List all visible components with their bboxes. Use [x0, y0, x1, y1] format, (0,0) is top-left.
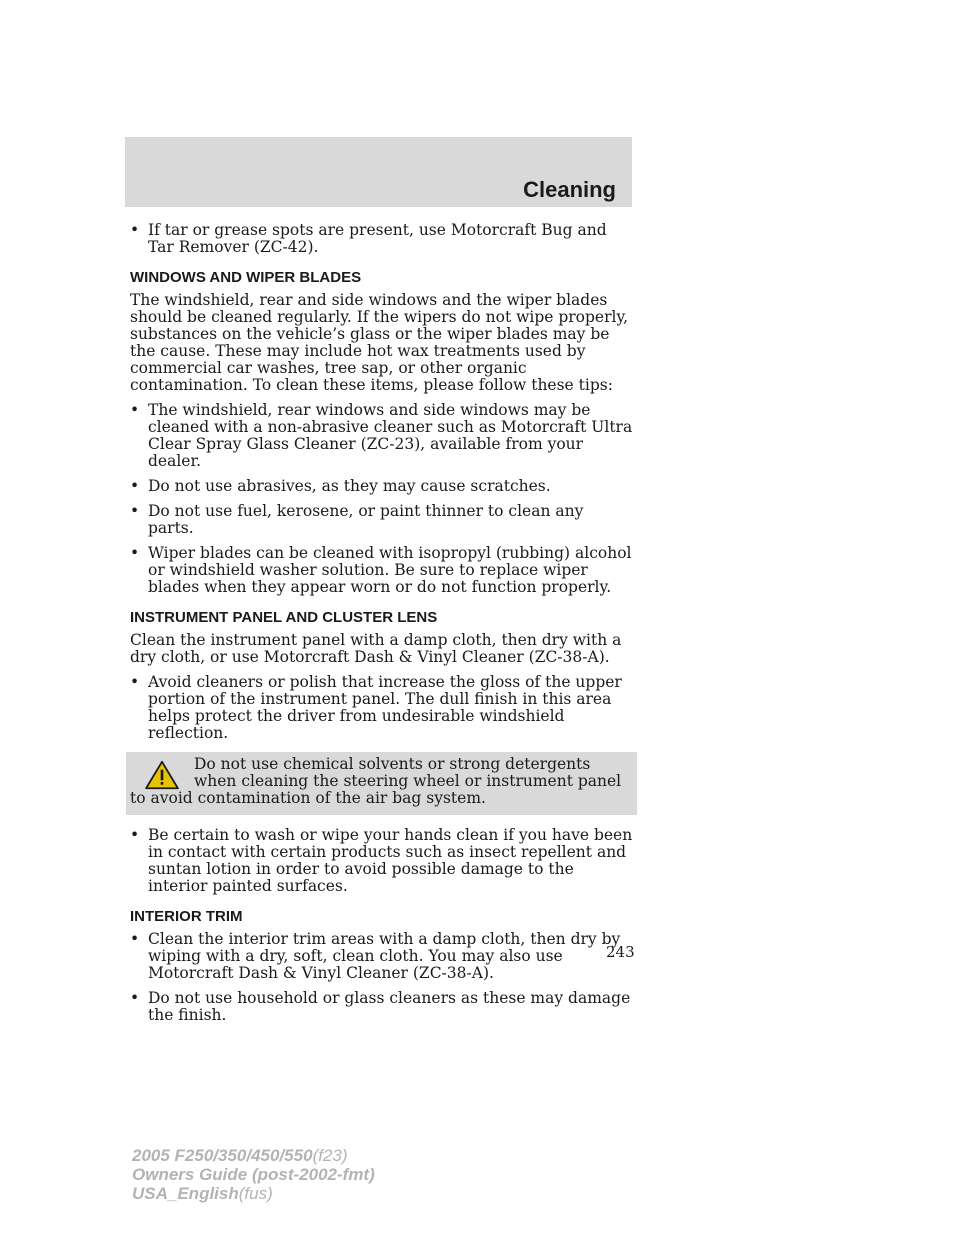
bullet-text: Be certain to wash or wipe your hands clean if you have been in contact with certain products such as insect repellent and suntan lotion in order to avoid possible damage to the interior painted surfaces.	[148, 826, 633, 895]
bullet-text: Avoid cleaners or polish that increase the gloss of the upper portion of the instrument panel. The dull finish in this area helps protect the driver from undesirable windshield reflection.	[148, 673, 622, 742]
bullet-icon: •	[130, 673, 140, 691]
list-item	[130, 222, 633, 256]
warning-text: Do not use chemical solvents or strong detergents when cleaning the steering wheel or instrument panel to avoid contamination of the air bag system.	[130, 755, 622, 807]
warning-triangle-icon	[142, 760, 182, 790]
bullet-icon: •	[130, 401, 140, 419]
footer-model-code: (f23)	[312, 1146, 348, 1165]
footer-line-model	[132, 1146, 375, 1165]
bullet-icon: •	[130, 826, 140, 844]
bullet-icon: •	[130, 930, 140, 948]
list-item	[130, 503, 633, 537]
bullet-text: Do not use abrasives, as they may cause scratches.	[148, 477, 551, 495]
footer-language-code: (fus)	[238, 1184, 273, 1203]
footer-language: USA_English	[132, 1184, 239, 1203]
footer-line-language	[132, 1184, 375, 1203]
paragraph: Clean the instrument panel with a damp cloth, then dry with a dry cloth, or use Motorcraft Dash & Vinyl Cleaner (ZC-38-A).	[130, 631, 622, 666]
bullet-icon: •	[130, 221, 140, 239]
bullet-icon: •	[130, 989, 140, 1007]
page-content	[130, 222, 633, 1032]
bullet-text: Clean the interior trim areas with a damp cloth, then dry by wiping with a dry, soft, clean cloth. You may also use Motorcraft Dash & Vinyl Cleaner (ZC-38-A).	[148, 930, 621, 982]
footer-guide: Owners Guide (post-2002-fmt)	[132, 1165, 375, 1184]
list-item	[130, 931, 633, 982]
document-footer	[132, 1146, 375, 1203]
list-item	[130, 990, 633, 1024]
section-heading-trim: INTERIOR TRIM	[130, 908, 243, 925]
paragraph: The windshield, rear and side windows and the wiper blades should be cleaned regularly. If the wipers do not wipe properly, substances on the vehicle’s glass or the wiper blades may be the cause. These may include hot wax treatments used by commercial car washes, tree sap, or other organic contamination. To clean these items, please follow these tips:	[130, 291, 629, 394]
list-item	[130, 674, 633, 742]
bullet-icon: •	[130, 477, 140, 495]
bullet-text: If tar or grease spots are present, use Motorcraft Bug and Tar Remover (ZC-42).	[148, 221, 607, 256]
list-item	[130, 827, 633, 895]
bullet-icon: •	[130, 502, 140, 520]
bullet-text: Do not use fuel, kerosene, or paint thinner to clean any parts.	[148, 502, 584, 537]
list-item	[130, 478, 633, 495]
bullet-icon: •	[130, 544, 140, 562]
bullet-text: Do not use household or glass cleaners as these may damage the finish.	[148, 989, 631, 1024]
section-header-band	[125, 137, 632, 207]
footer-model: 2005 F250/350/450/550	[132, 1146, 313, 1165]
bullet-text: The windshield, rear windows and side windows may be cleaned with a non-abrasive cleaner such as Motorcraft Ultra Clear Spray Glass Cleaner (ZC-23), available from your dealer.	[148, 401, 633, 470]
footer-line-guide	[132, 1165, 375, 1184]
bullet-text: Wiper blades can be cleaned with isopropyl (rubbing) alcohol or windshield washer solution. Be sure to replace wiper blades when they appear worn or do not function properly.	[148, 544, 632, 596]
section-heading-instrument: INSTRUMENT PANEL AND CLUSTER LENS	[130, 609, 438, 626]
page-number: 243	[606, 943, 635, 961]
warning-box	[126, 752, 637, 815]
list-item	[130, 402, 633, 470]
list-item	[130, 545, 633, 596]
section-title: Cleaning	[523, 177, 616, 202]
section-heading-windows: WINDOWS AND WIPER BLADES	[130, 269, 362, 286]
